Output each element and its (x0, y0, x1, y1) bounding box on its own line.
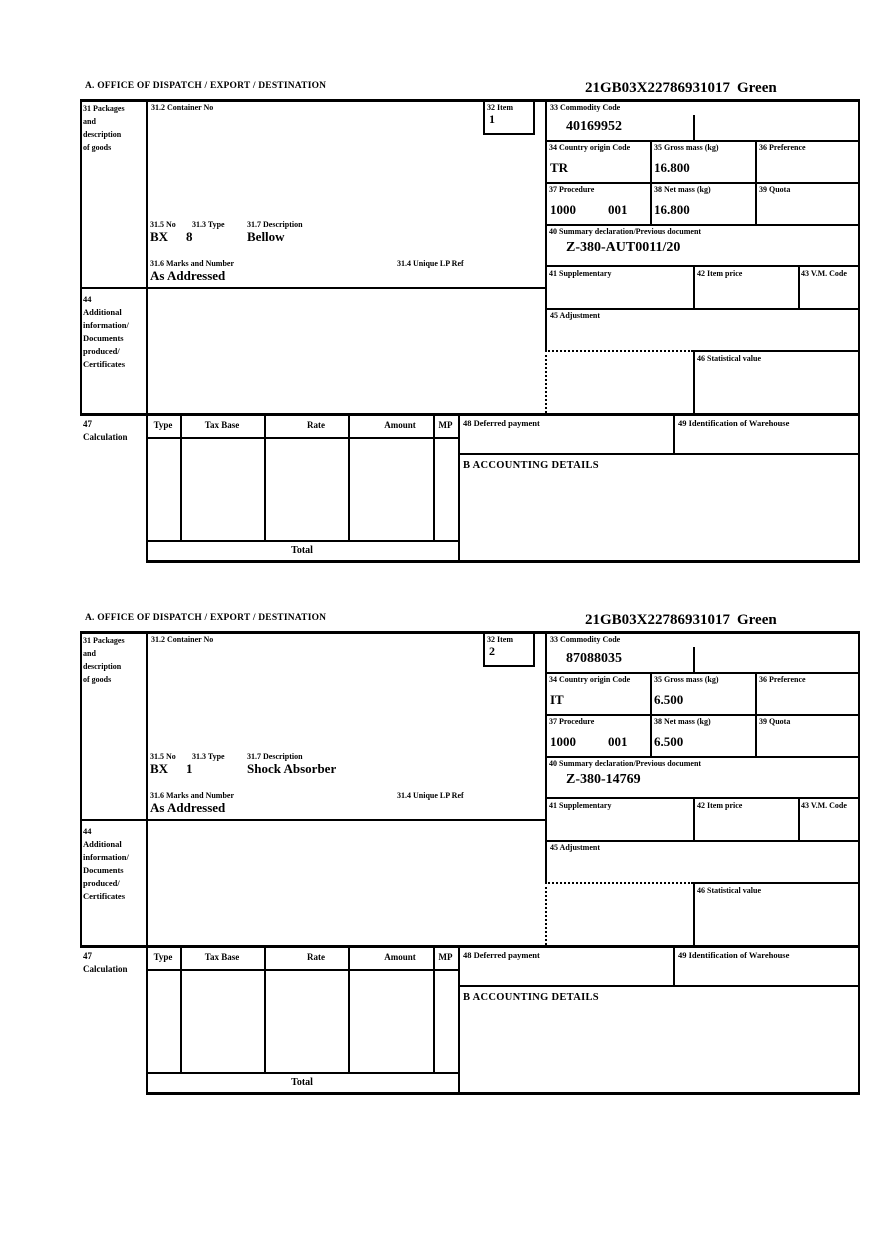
grid-line (545, 756, 860, 758)
summary-declaration-label: 40 Summary declaration/Previous document (549, 227, 702, 236)
office-of-dispatch-label: A. OFFICE OF DISPATCH / EXPORT / DESTINATION (85, 613, 327, 623)
grid-line (146, 631, 148, 1094)
supplementary-label: 41 Supplementary (549, 801, 612, 810)
calculation-label (83, 950, 145, 976)
vm-code-label: 43 V.M. Code (801, 269, 847, 278)
grid-line (483, 99, 485, 135)
additional-info-line: produced/ (83, 346, 120, 356)
calc-header-tax-base: Tax Base (204, 420, 240, 430)
deferred-payment-label: 48 Deferred payment (463, 418, 540, 428)
calc-header-mp: MP (438, 952, 453, 962)
item-no-label: 32 Item (487, 103, 513, 112)
gross-mass-value: 6.500 (654, 692, 684, 707)
grid-line (693, 882, 860, 884)
calc-header-mp: MP (438, 420, 453, 430)
supplementary-label: 41 Supplementary (549, 269, 612, 278)
grid-line (533, 99, 535, 135)
grid-line (146, 560, 860, 563)
calc-header-amount: Amount (384, 952, 416, 962)
item-no-label: 32 Item (487, 635, 513, 644)
grid-line (545, 714, 860, 716)
vm-code-label: 43 V.M. Code (801, 801, 847, 810)
grid-line (755, 672, 757, 756)
grid-line (483, 631, 485, 667)
procedure-value-1: 1000 (550, 734, 576, 749)
calculation-label-line: Calculation (83, 964, 128, 974)
grid-line (673, 415, 675, 453)
quota-label: 39 Quota (759, 185, 791, 194)
packages-label-line: description (83, 130, 122, 139)
declaration-item-section-2 (0, 612, 882, 1112)
commodity-code-separator-tick (693, 647, 695, 672)
routing-indicator: Green (737, 80, 777, 96)
item-no-value: 1 (489, 112, 495, 126)
grid-line (80, 413, 860, 416)
grid-line (180, 415, 182, 540)
additional-info-line: Additional (83, 839, 122, 849)
goods-description-label: 31.7 Description (247, 752, 303, 761)
grid-line (264, 947, 266, 1072)
routing-indicator: Green (737, 612, 777, 628)
additional-info-label (83, 293, 145, 371)
grid-line (798, 797, 800, 840)
procedure-value-2: 001 (608, 734, 628, 749)
packages-label-line: of goods (83, 143, 112, 152)
grid-line (545, 308, 860, 310)
grid-line (545, 350, 547, 413)
grid-line (146, 1072, 460, 1074)
packages-description-label (83, 102, 145, 154)
country-origin-label: 34 Country origin Code (549, 143, 631, 152)
net-mass-value: 6.500 (654, 734, 684, 749)
warehouse-id-label: 49 Identification of Warehouse (678, 950, 790, 960)
grid-line (545, 224, 860, 226)
grid-line (693, 350, 860, 352)
preference-label: 36 Preference (759, 675, 806, 684)
grid-line (693, 797, 695, 840)
calculation-label-line: 47 (83, 419, 92, 429)
additional-info-line: produced/ (83, 878, 120, 888)
warehouse-id-label: 49 Identification of Warehouse (678, 418, 790, 428)
grid-line (650, 672, 652, 756)
grid-line (264, 415, 266, 540)
summary-declaration-label: 40 Summary declaration/Previous document (549, 759, 702, 768)
grid-line (80, 631, 82, 947)
goods-description-value: Shock Absorber (247, 761, 337, 776)
packages-label-line: and (83, 649, 96, 658)
packages-label-line: and (83, 117, 96, 126)
gross-mass-value: 16.800 (654, 160, 690, 175)
package-no-label: 31.5 No (150, 752, 176, 761)
country-origin-value: IT (550, 692, 564, 707)
packages-label-line: of goods (83, 675, 112, 684)
procedure-label: 37 Procedure (549, 185, 595, 194)
commodity-code-label: 33 Commodity Code (550, 635, 621, 644)
additional-info-line: Additional (83, 307, 122, 317)
commodity-code-value: 40169952 (566, 119, 622, 134)
declaration-item-section-1 (0, 80, 882, 580)
additional-info-line: information/ (83, 320, 129, 330)
procedure-value-2: 001 (608, 202, 628, 217)
grid-line (80, 99, 82, 415)
package-type-label: 31.3 Type (192, 220, 225, 229)
calc-header-rate: Rate (307, 952, 325, 962)
grid-line (146, 437, 458, 439)
grid-line (545, 265, 860, 267)
grid-line (545, 350, 693, 352)
grid-line (146, 969, 458, 971)
grid-line (650, 140, 652, 224)
grid-line (433, 415, 435, 540)
packages-label-line: 31 Packages (83, 636, 125, 645)
country-origin-label: 34 Country origin Code (549, 675, 631, 684)
marks-number-label: 31.6 Marks and Number (150, 259, 235, 268)
package-no-value: BX (150, 229, 169, 244)
additional-info-line: Documents (83, 333, 124, 343)
total-label: Total (291, 1077, 313, 1088)
accounting-details-label: B ACCOUNTING DETAILS (463, 460, 599, 471)
additional-info-line: 44 (83, 294, 92, 304)
previous-document-value: Z-380-AUT0011/20 (566, 240, 681, 255)
net-mass-label: 38 Net mass (kg) (654, 185, 711, 194)
unique-lp-ref-label: 31.4 Unique LP Ref (397, 259, 464, 268)
package-no-label: 31.5 No (150, 220, 176, 229)
additional-info-label (83, 825, 145, 903)
office-of-dispatch-label: A. OFFICE OF DISPATCH / EXPORT / DESTINATION (85, 81, 327, 91)
grid-line (545, 140, 860, 142)
commodity-code-separator-tick (693, 115, 695, 140)
grid-line (693, 265, 695, 308)
package-type-value: 1 (186, 761, 193, 776)
grid-line (348, 415, 350, 540)
calculation-label-line: Calculation (83, 432, 128, 442)
adjustment-label: 45 Adjustment (550, 311, 601, 320)
package-no-value: BX (150, 761, 169, 776)
grid-line (80, 287, 547, 289)
quota-label: 39 Quota (759, 717, 791, 726)
gross-mass-label: 35 Gross mass (kg) (654, 143, 719, 152)
package-type-value: 8 (186, 229, 193, 244)
commodity-code-value: 87088035 (566, 651, 622, 666)
grid-line (80, 945, 860, 948)
statistical-value-label: 46 Statistical value (697, 354, 761, 363)
marks-number-label: 31.6 Marks and Number (150, 791, 235, 800)
accounting-details-label: B ACCOUNTING DETAILS (463, 992, 599, 1003)
grid-line (545, 840, 860, 842)
deferred-payment-label: 48 Deferred payment (463, 950, 540, 960)
grid-line (483, 133, 535, 135)
container-no-label: 31.2 Container No (151, 635, 214, 644)
total-label: Total (291, 545, 313, 556)
marks-number-value: As Addressed (150, 268, 226, 283)
grid-line (80, 631, 860, 634)
procedure-value-1: 1000 (550, 202, 576, 217)
grid-line (433, 947, 435, 1072)
item-price-label: 42 Item price (697, 801, 743, 810)
goods-description-value: Bellow (247, 229, 285, 244)
additional-info-line: Certificates (83, 891, 126, 901)
grid-line (755, 140, 757, 224)
gross-mass-label: 35 Gross mass (kg) (654, 675, 719, 684)
grid-line (693, 350, 695, 413)
calc-header-type: Type (153, 420, 173, 430)
adjustment-label: 45 Adjustment (550, 843, 601, 852)
grid-line (348, 947, 350, 1072)
grid-line (180, 947, 182, 1072)
container-no-label: 31.2 Container No (151, 103, 214, 112)
grid-line (483, 665, 535, 667)
packages-label-line: description (83, 662, 122, 671)
grid-line (533, 631, 535, 667)
calc-header-rate: Rate (307, 420, 325, 430)
grid-line (673, 947, 675, 985)
grid-line (858, 631, 860, 1094)
grid-line (80, 99, 860, 102)
grid-line (458, 985, 860, 987)
preference-label: 36 Preference (759, 143, 806, 152)
country-origin-value: TR (550, 160, 569, 175)
unique-lp-ref-label: 31.4 Unique LP Ref (397, 791, 464, 800)
package-type-label: 31.3 Type (192, 752, 225, 761)
item-price-label: 42 Item price (697, 269, 743, 278)
grid-line (458, 453, 860, 455)
calculation-label (83, 418, 145, 444)
grid-line (798, 265, 800, 308)
movement-reference-number: 21GB03X22786931017 (585, 612, 731, 628)
item-no-value: 2 (489, 644, 495, 658)
net-mass-label: 38 Net mass (kg) (654, 717, 711, 726)
grid-line (693, 882, 695, 945)
previous-document-value: Z-380-14769 (566, 772, 641, 787)
additional-info-line: Documents (83, 865, 124, 875)
commodity-code-label: 33 Commodity Code (550, 103, 621, 112)
grid-line (858, 99, 860, 562)
calc-header-tax-base: Tax Base (204, 952, 240, 962)
grid-line (545, 797, 860, 799)
procedure-label: 37 Procedure (549, 717, 595, 726)
marks-number-value: As Addressed (150, 800, 226, 815)
grid-line (545, 882, 693, 884)
movement-reference-number: 21GB03X22786931017 (585, 80, 731, 96)
additional-info-line: 44 (83, 826, 92, 836)
grid-line (146, 99, 148, 562)
grid-line (146, 540, 460, 542)
grid-line (545, 672, 860, 674)
packages-description-label (83, 634, 145, 686)
grid-line (80, 819, 547, 821)
calculation-label-line: 47 (83, 951, 92, 961)
net-mass-value: 16.800 (654, 202, 690, 217)
grid-line (146, 1092, 860, 1095)
packages-label-line: 31 Packages (83, 104, 125, 113)
grid-line (545, 182, 860, 184)
goods-description-label: 31.7 Description (247, 220, 303, 229)
additional-info-line: information/ (83, 852, 129, 862)
grid-line (545, 882, 547, 945)
additional-info-line: Certificates (83, 359, 126, 369)
calc-header-amount: Amount (384, 420, 416, 430)
statistical-value-label: 46 Statistical value (697, 886, 761, 895)
calc-header-type: Type (153, 952, 173, 962)
